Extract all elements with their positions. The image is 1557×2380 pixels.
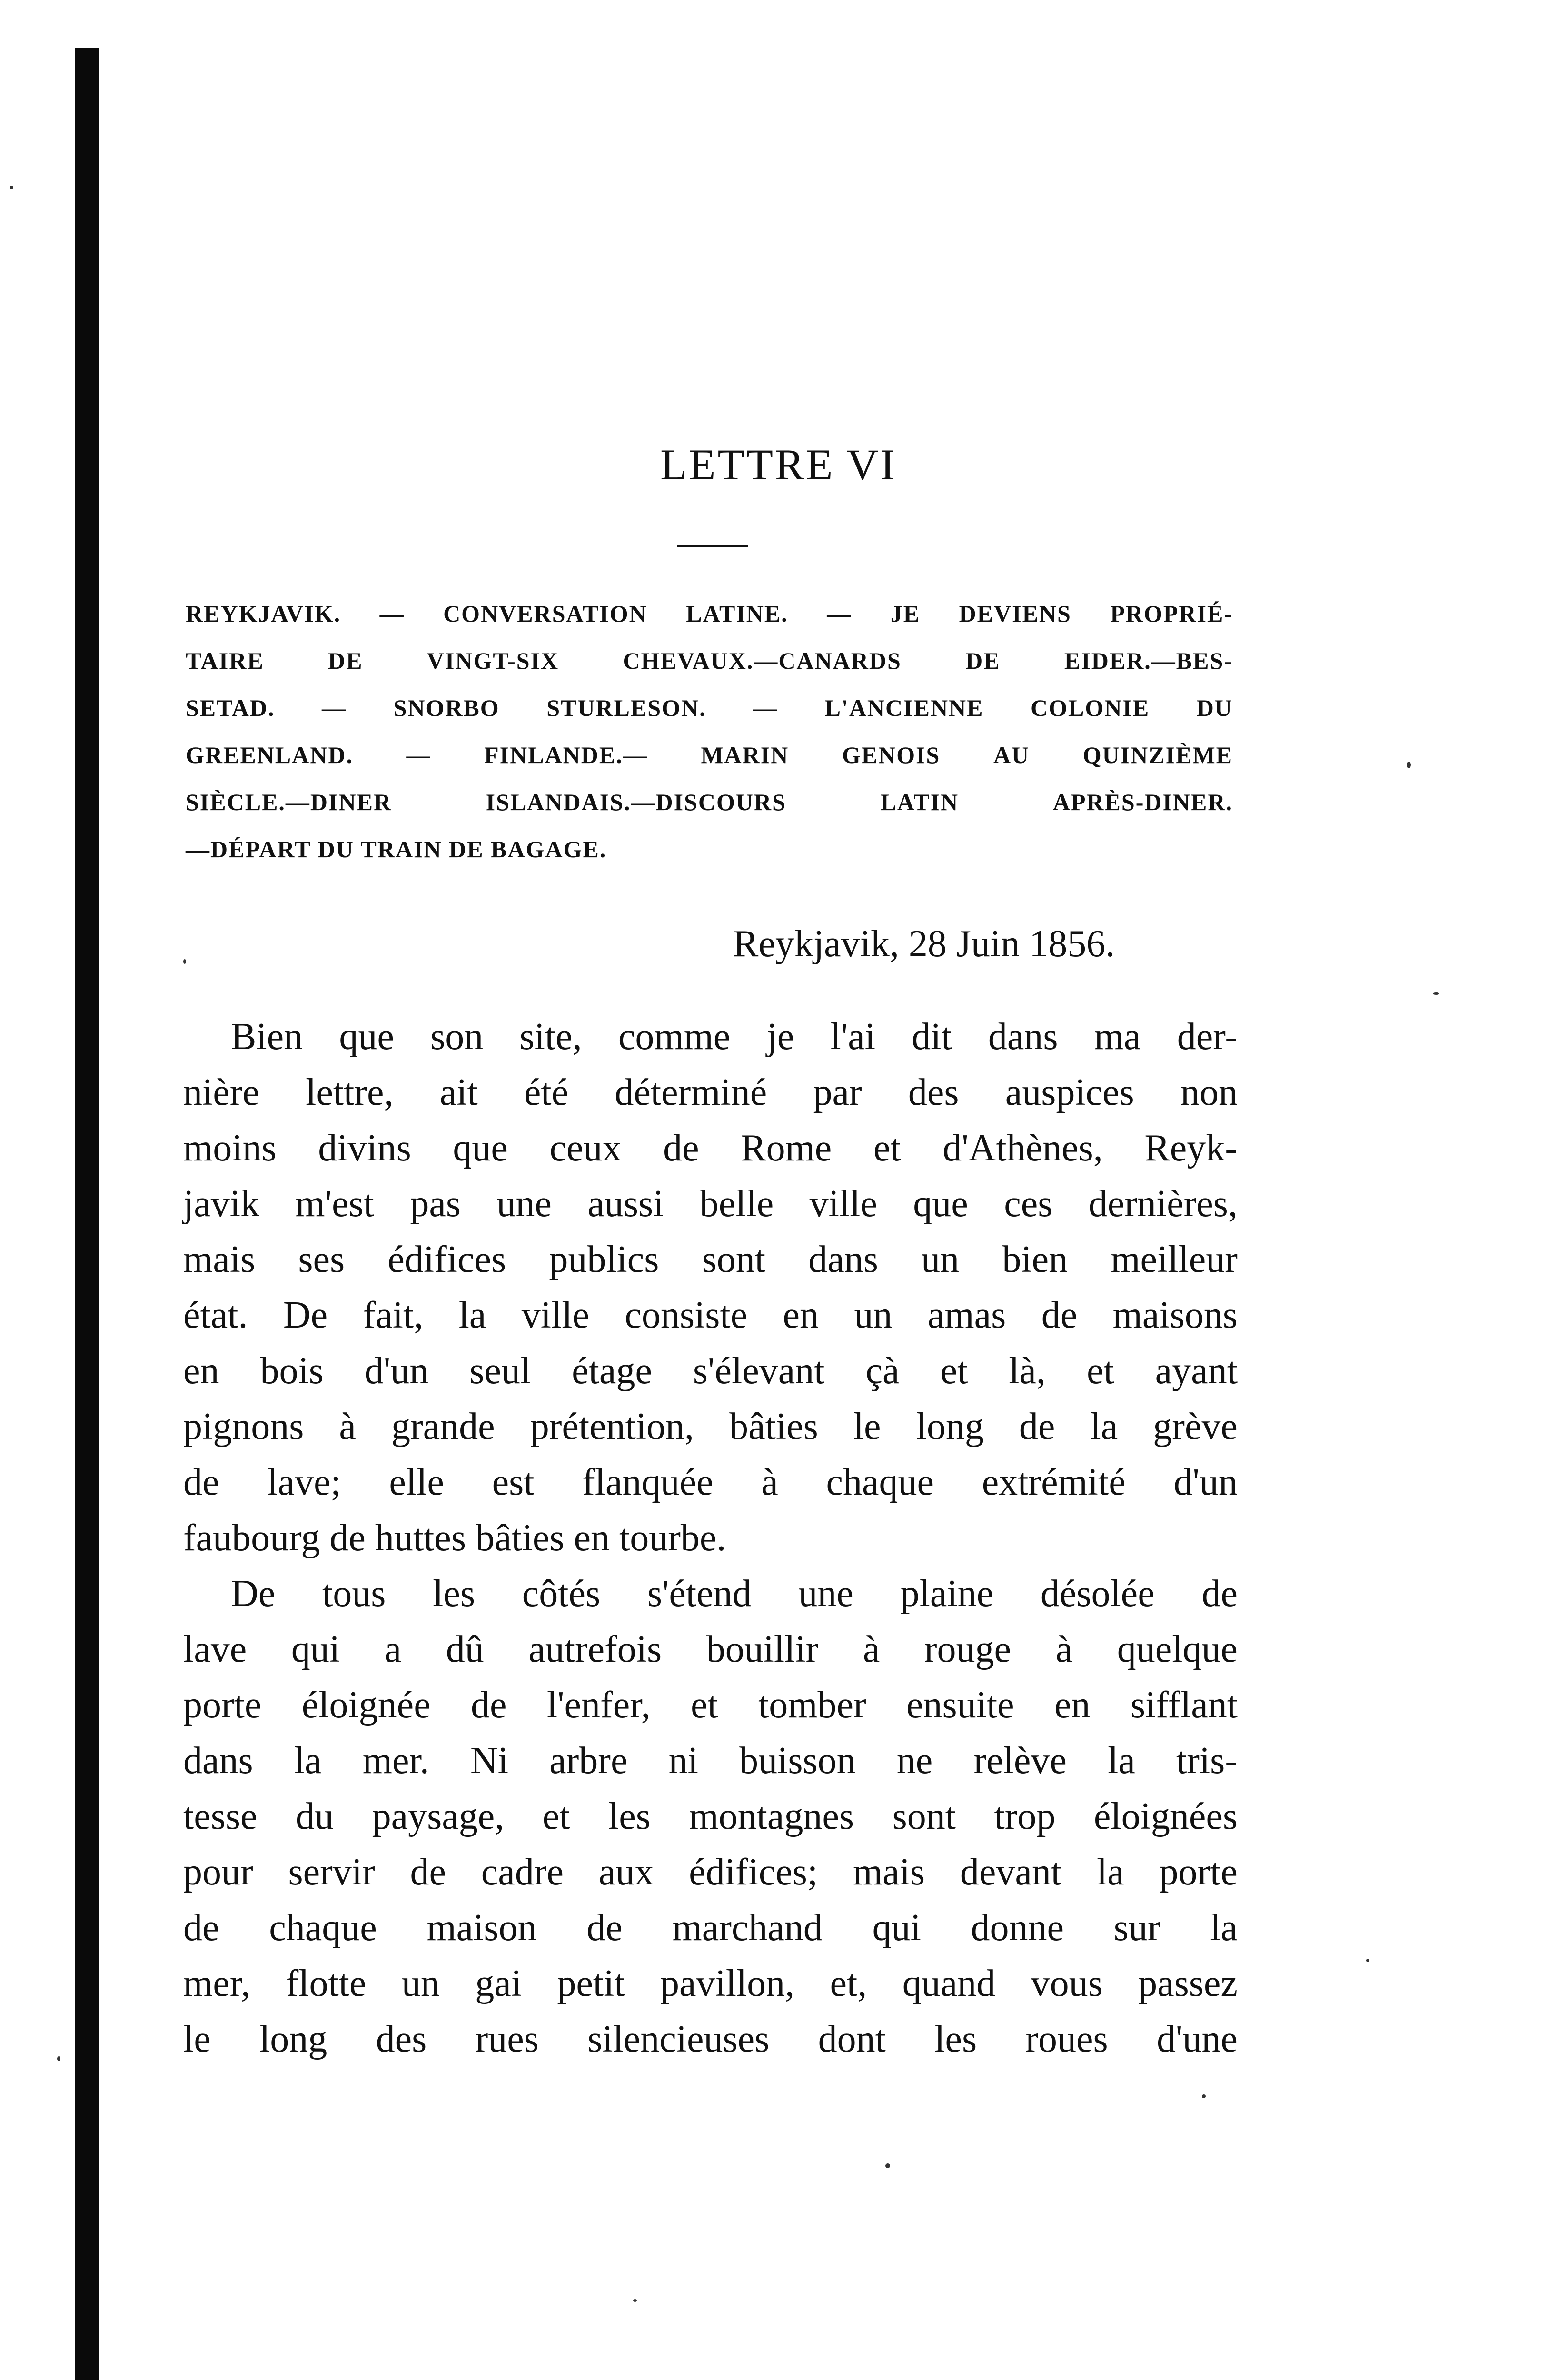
word: de [1041, 1294, 1078, 1336]
word: maisons [1112, 1294, 1238, 1336]
scan-speck [1366, 1959, 1369, 1962]
word: sur [1113, 1907, 1160, 1949]
word: Rome [741, 1127, 832, 1169]
word: donne [971, 1907, 1064, 1949]
word: cadre [481, 1851, 564, 1893]
word: long [916, 1406, 984, 1448]
word: bouillir [706, 1628, 819, 1670]
word: AU [993, 742, 1030, 768]
word: faubourg de huttes bâties en tourbe. [183, 1517, 726, 1559]
word: montagnes [689, 1795, 854, 1837]
word: sifflant [1130, 1684, 1238, 1726]
word: de [183, 1907, 219, 1949]
word: lave [183, 1628, 247, 1670]
word: DEVIENS [959, 600, 1071, 627]
word: en [1054, 1684, 1091, 1726]
word: la [458, 1294, 486, 1336]
word: der- [1177, 1016, 1238, 1058]
word: De [231, 1573, 276, 1615]
word: plaine [900, 1573, 994, 1615]
word: de [183, 1461, 219, 1503]
word: la [1210, 1907, 1238, 1949]
chapter-title: LETTRE VI [660, 440, 897, 489]
word: d'un [1173, 1461, 1238, 1503]
summary-line [186, 590, 1233, 637]
word: fait, [363, 1294, 424, 1336]
word: APRÈS-DINER. [1052, 789, 1233, 815]
text-line [183, 1677, 1238, 1733]
word: GREENLAND. [186, 742, 353, 768]
text-line [183, 1399, 1238, 1455]
dateline: Reykjavik, 28 Juin 1856. [733, 923, 1115, 965]
word: autrefois [528, 1628, 662, 1670]
word: devant [960, 1851, 1062, 1893]
word: éloignée [301, 1684, 431, 1726]
page-binding-edge [75, 48, 99, 2380]
word: ait [439, 1071, 478, 1113]
text-line [183, 1789, 1238, 1844]
word: des [908, 1071, 959, 1113]
word: petit [557, 1963, 625, 2004]
word: bois [260, 1350, 324, 1392]
word: sont [702, 1239, 766, 1280]
word: dit [912, 1016, 952, 1058]
word: amas [927, 1294, 1006, 1336]
text-line [183, 1065, 1238, 1121]
word: De [283, 1294, 328, 1336]
word: extrémité [982, 1461, 1126, 1503]
word: mer. [362, 1740, 429, 1782]
word: marchand [672, 1907, 823, 1949]
word: là, [1009, 1350, 1046, 1392]
word: JE [890, 600, 921, 627]
word: à [339, 1406, 356, 1448]
word: consiste [625, 1294, 748, 1336]
word: ces [1004, 1183, 1053, 1225]
word: rouge [924, 1628, 1012, 1670]
word: tesse [183, 1795, 258, 1837]
word: dans [808, 1239, 878, 1280]
word: silencieuses [587, 2018, 770, 2060]
word: divins [318, 1127, 411, 1169]
word: LATINE. [686, 600, 788, 627]
word: de [1019, 1406, 1055, 1448]
title-divider [677, 545, 748, 547]
word: dernières, [1088, 1183, 1238, 1225]
word: la [294, 1740, 322, 1782]
text-line [183, 1510, 1238, 1566]
word: tous [322, 1573, 386, 1615]
word: — [753, 694, 778, 721]
text-line [183, 1288, 1238, 1343]
chapter-summary [186, 590, 1233, 873]
word: et [542, 1795, 570, 1837]
word: ceux [549, 1127, 622, 1169]
summary-line [186, 684, 1233, 732]
word: d'Athènes, [942, 1127, 1103, 1169]
text-line [183, 1956, 1238, 2012]
word: COLONIE [1031, 694, 1150, 721]
word: de [471, 1684, 507, 1726]
word: LATIN [880, 789, 959, 815]
word: de [410, 1851, 446, 1893]
word: à [863, 1628, 880, 1670]
word: VINGT-SIX [426, 647, 559, 674]
word: et, [830, 1963, 867, 2004]
word: lettre, [306, 1071, 394, 1113]
word: — [406, 742, 431, 768]
scan-speck [1433, 992, 1439, 995]
word: elle [389, 1461, 444, 1503]
word: la [1090, 1406, 1118, 1448]
word: une [496, 1183, 552, 1225]
word: pas [410, 1183, 461, 1225]
word: chaque [269, 1907, 377, 1949]
word: pignons [183, 1406, 304, 1448]
word: et [940, 1350, 968, 1392]
word: CONVERSATION [443, 600, 647, 627]
word: grève [1153, 1406, 1238, 1448]
word: STURLESON. [546, 694, 706, 721]
word: déterminé [615, 1071, 767, 1113]
word: la [1096, 1851, 1124, 1893]
word: paysage, [372, 1795, 505, 1837]
word: que [339, 1016, 394, 1058]
word: un [854, 1294, 893, 1336]
word: et [873, 1127, 901, 1169]
word: —DÉPART DU TRAIN DE BAGAGE. [186, 836, 607, 863]
word: étage [572, 1350, 652, 1392]
word: de [663, 1127, 699, 1169]
word: passez [1138, 1963, 1238, 2004]
word: ensuite [906, 1684, 1014, 1726]
word: les [433, 1573, 475, 1615]
word: tris- [1176, 1740, 1238, 1782]
word: quand [902, 1963, 996, 2004]
word: que [453, 1127, 508, 1169]
word: les [934, 2018, 977, 2060]
word: ISLANDAIS.—DISCOURS [486, 789, 786, 815]
word: du [296, 1795, 334, 1837]
text-line [183, 1232, 1238, 1288]
word: pour [183, 1851, 253, 1893]
word: que [913, 1183, 968, 1225]
word: vous [1031, 1963, 1103, 2004]
summary-line [186, 779, 1233, 826]
word: à [761, 1461, 778, 1503]
word: je [766, 1016, 794, 1058]
word: pavillon, [660, 1963, 795, 2004]
scan-speck [57, 2056, 60, 2061]
word: d'un [364, 1350, 429, 1392]
word: désolée [1040, 1573, 1155, 1615]
word: trop [994, 1795, 1056, 1837]
word: ne [896, 1740, 933, 1782]
word: ayant [1155, 1350, 1238, 1392]
word: dû [446, 1628, 484, 1670]
word: dans [988, 1016, 1058, 1058]
scan-speck [183, 959, 186, 964]
scan-speck [885, 2163, 890, 2168]
scan-speck [1202, 2094, 1206, 2098]
word: mais [183, 1239, 256, 1280]
word: Bien [231, 1016, 303, 1058]
word: une [798, 1573, 853, 1615]
word: un [921, 1239, 960, 1280]
word: bâties [729, 1406, 818, 1448]
word: — [379, 600, 405, 627]
text-line [183, 1009, 1238, 1065]
word: ni [668, 1740, 698, 1782]
word: TAIRE [186, 647, 264, 674]
word: buisson [739, 1740, 856, 1782]
word: publics [549, 1239, 659, 1280]
word: lave; [267, 1461, 341, 1503]
word: tomber [758, 1684, 866, 1726]
word: éloignées [1093, 1795, 1238, 1837]
word: SNORBO [393, 694, 500, 721]
word: SIÈCLE.—DINER [186, 789, 392, 815]
text-line [183, 1733, 1238, 1789]
text-line [183, 1455, 1238, 1510]
word: qui [872, 1907, 921, 1949]
text-line [183, 1566, 1238, 1622]
summary-line [186, 637, 1233, 684]
word: servir [288, 1851, 375, 1893]
word: gai [475, 1963, 522, 2004]
paragraph [183, 1009, 1238, 1566]
word: çà [865, 1350, 900, 1392]
paragraph [183, 1566, 1238, 2067]
word: roues [1025, 2018, 1108, 2060]
word: ville [521, 1294, 589, 1336]
text-line [183, 1176, 1238, 1232]
summary-line [186, 826, 1233, 873]
word: le [853, 1406, 881, 1448]
word: long [259, 2018, 327, 2060]
word: est [492, 1461, 535, 1503]
body-text [183, 1009, 1238, 2067]
text-line [183, 2012, 1238, 2067]
text-line [183, 1121, 1238, 1176]
word: REYKJAVIK. [186, 600, 341, 627]
word: rues [475, 2018, 539, 2060]
word: par [813, 1071, 862, 1113]
word: de [1201, 1573, 1238, 1615]
word: moins [183, 1127, 277, 1169]
word: FINLANDE.— [484, 742, 648, 768]
word: arbre [549, 1740, 628, 1782]
word: maison [426, 1907, 537, 1949]
word: L'ANCIENNE [824, 694, 984, 721]
word: un [401, 1963, 440, 2004]
word: SETAD. [186, 694, 275, 721]
word: d'une [1157, 2018, 1238, 2060]
word: a [384, 1628, 402, 1670]
word: comme [618, 1016, 731, 1058]
word: et [1086, 1350, 1114, 1392]
word: QUINZIÈME [1082, 742, 1233, 768]
word: bien [1002, 1239, 1068, 1280]
text-line [183, 1622, 1238, 1677]
word: belle [699, 1183, 774, 1225]
word: quelque [1117, 1628, 1238, 1670]
word: DE [965, 647, 1001, 674]
word: non [1180, 1071, 1238, 1113]
word: la [1108, 1740, 1135, 1782]
word: chaque [826, 1461, 934, 1503]
word: mais [853, 1851, 925, 1893]
summary-line [186, 732, 1233, 779]
word: — [322, 694, 347, 721]
word: le [183, 2018, 211, 2060]
word: de [586, 1907, 623, 1949]
word: site, [519, 1016, 582, 1058]
word: s'élevant [693, 1350, 825, 1392]
text-line [183, 1343, 1238, 1399]
word: Ni [470, 1740, 508, 1782]
word: son [430, 1016, 484, 1058]
word: l'enfer, [546, 1684, 651, 1726]
word: des [376, 2018, 427, 2060]
word: aussi [587, 1183, 664, 1225]
word: s'étend [647, 1573, 752, 1615]
word: sont [892, 1795, 956, 1837]
word: édifices [387, 1239, 506, 1280]
word: ma [1094, 1016, 1141, 1058]
word: ville [809, 1183, 877, 1225]
word: porte [1159, 1851, 1238, 1893]
word: — [827, 600, 852, 627]
word: dont [818, 2018, 886, 2060]
scan-speck [633, 2299, 637, 2302]
word: qui [291, 1628, 340, 1670]
word: en [183, 1350, 219, 1392]
word: édifices; [689, 1851, 818, 1893]
text-line [183, 1900, 1238, 1956]
word: aux [598, 1851, 654, 1893]
word: EIDER.—BES- [1064, 647, 1233, 674]
word: flanquée [582, 1461, 714, 1503]
word: GENOIS [842, 742, 941, 768]
word: côtés [522, 1573, 601, 1615]
word: relève [973, 1740, 1067, 1782]
word: mer, [183, 1963, 251, 2004]
text-line [183, 1844, 1238, 1900]
word: meilleur [1111, 1239, 1238, 1280]
scan-speck [1407, 762, 1411, 768]
word: flotte [286, 1963, 367, 2004]
word: m'est [295, 1183, 374, 1225]
word: CHEVAUX.—CANARDS [623, 647, 902, 674]
word: nière [183, 1071, 259, 1113]
word: état. [183, 1294, 248, 1336]
word: javik [183, 1183, 259, 1225]
word: prétention, [530, 1406, 694, 1448]
word: été [524, 1071, 569, 1113]
word: l'ai [830, 1016, 875, 1058]
word: dans [183, 1740, 253, 1782]
word: DU [1196, 694, 1233, 721]
word: PROPRIÉ- [1110, 600, 1233, 627]
word: et [690, 1684, 718, 1726]
scan-speck [10, 186, 13, 189]
word: ses [298, 1239, 345, 1280]
word: seul [469, 1350, 531, 1392]
word: les [608, 1795, 651, 1837]
word: grande [391, 1406, 495, 1448]
word: en [783, 1294, 819, 1336]
word: à [1055, 1628, 1073, 1670]
word: MARIN [701, 742, 789, 768]
word: porte [183, 1684, 262, 1726]
word: auspices [1005, 1071, 1134, 1113]
word: Reyk- [1144, 1127, 1238, 1169]
word: DE [328, 647, 363, 674]
